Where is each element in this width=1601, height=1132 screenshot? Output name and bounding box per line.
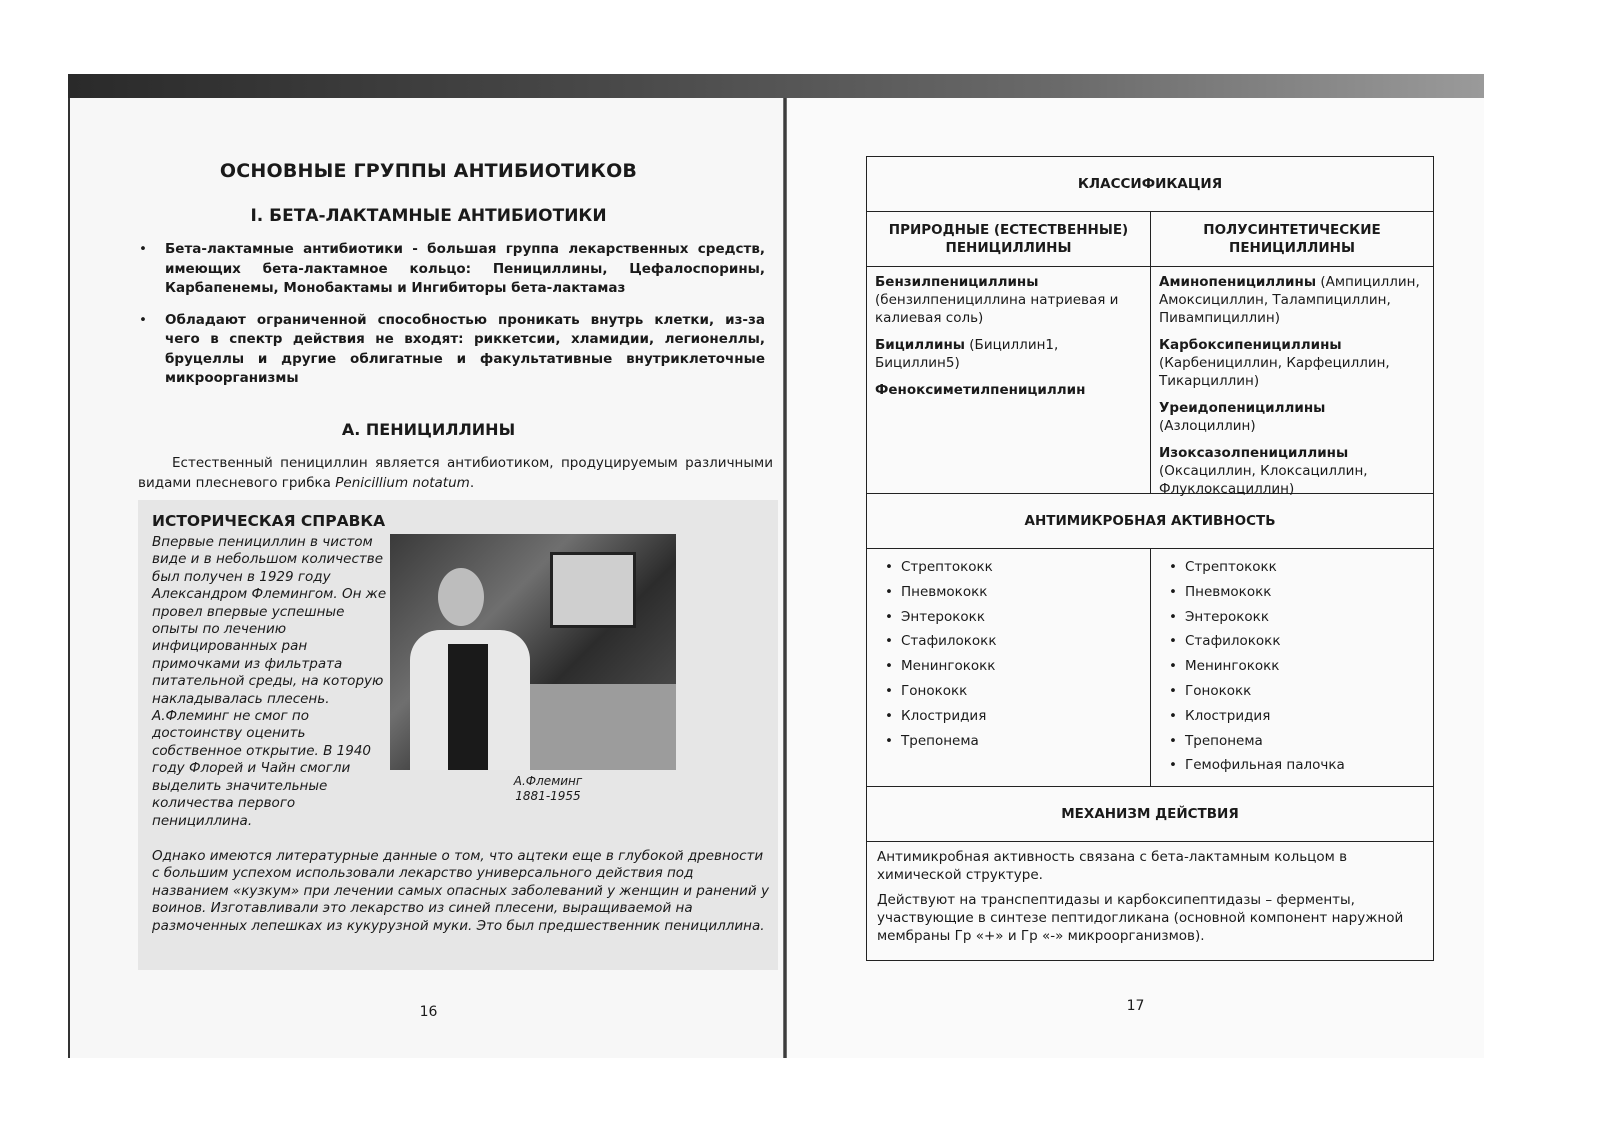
class-name: Карбоксипенициллины [1159, 337, 1342, 353]
historical-note-box [138, 500, 778, 970]
semisynthetic-penicillins-header: ПОЛУСИНТЕТИЧЕСКИЕ ПЕНИЦИЛЛИНЫ [1150, 212, 1433, 266]
pathogen-item: • Менингококк [885, 654, 1142, 679]
class-detail: (Азлоциллин) [1159, 418, 1256, 434]
activity-natural [867, 549, 1150, 786]
beta-lactam-bullets [165, 240, 765, 401]
natural-list [867, 267, 1150, 493]
intro-text: Естественный пенициллин является антибиотиком, продуцируемым различными видами плесневого грибка [138, 455, 773, 491]
photo-figure-vest [448, 644, 488, 770]
page-number: 17 [1126, 998, 1145, 1014]
class-entry [1159, 444, 1425, 498]
mechanism-paragraph: Действуют на транспептидазы и карбоксипептидазы – ферменты, участвующие в синтезе пептидогликана (основной компонент наружной мембраны Гр «+» и Гр «-» микроорганизмов). [877, 892, 1404, 945]
mechanism-header: МЕХАНИЗМ ДЕЙСТВИЯ [1061, 806, 1239, 823]
fleming-photo [390, 534, 676, 770]
class-name: Бициллины [875, 337, 965, 353]
subsection-title: А. ПЕНИЦИЛЛИНЫ [341, 420, 516, 439]
pathogen-item: • Энтерококк [885, 605, 1142, 630]
class-entry [1159, 336, 1425, 390]
left-page [68, 98, 787, 1058]
pathogen-item: • Стафилококк [885, 629, 1142, 654]
activity-semisynthetic [1150, 549, 1433, 786]
scan-edge-band [68, 74, 1484, 98]
page-title: ОСНОВНЫЕ ГРУППЫ АНТИБИОТИКОВ [219, 160, 638, 182]
photo-caption [478, 774, 618, 804]
class-name: Уреидопенициллины [1159, 400, 1326, 416]
caption-name: А.Флеминг [513, 774, 583, 788]
class-detail: (бензилпенициллина натриевая и калиевая соль) [875, 292, 1119, 326]
classification-table [866, 156, 1434, 961]
pathogen-item: • Клостридия [1169, 704, 1425, 729]
pathogen-item: • Стафилококк [1169, 629, 1425, 654]
bullet-item: • Обладают ограниченной способностью проникать внутрь клетки, из-за чего в спектр действия не входят: риккетсии, хламидии, легионеллы, бруцеллы и другие облигатные и факультативные внутриклеточные микроорганизмы [165, 311, 765, 389]
pathogen-item: • Трепонема [1169, 729, 1425, 754]
semisynthetic-list [1150, 267, 1433, 497]
class-detail: (Карбенициллин, Карфециллин, Тикарциллин) [1159, 355, 1390, 389]
history-title: ИСТОРИЧЕСКАЯ СПРАВКА [152, 512, 386, 530]
class-detail: (Бициллин1, Бициллин5) [875, 337, 1059, 371]
pathogen-item: • Гонококк [1169, 679, 1425, 704]
class-entry [1159, 273, 1425, 327]
history-text-aztecs: Однако имеются литературные данные о том, что ацтеки еще в глубокой древности с большим успехом использовали лекарство универсального действия под названием «кузкум» при лечении самых опасных заболеваний у женщин и ранений у воинов. Изготавливали это лекарство из синей плесени, выращиваемой на размоченных лепешках из кукурузной муки. Это был предшественник пенициллина. [152, 848, 769, 934]
pathogen-item: • Гонококк [885, 679, 1142, 704]
class-entry [1159, 399, 1425, 435]
class-entry [875, 336, 1142, 372]
intro-paragraph [138, 454, 773, 493]
bullet-item: • Бета-лактамные антибиотики - большая группа лекарственных средств, имеющих бета-лактамное кольцо: Пенициллины, Цефалоспорины, Карбапенемы, Монобактамы и Ингибиторы бета-лактамаз [165, 240, 765, 299]
mechanism-text [867, 842, 1433, 960]
right-page [787, 98, 1484, 1058]
class-entry [875, 381, 1142, 399]
class-detail: (Ампициллин, Амоксициллин, Талампициллин, Пивампициллин) [1159, 274, 1420, 326]
class-name: Изоксазолпенициллины [1159, 445, 1349, 461]
pathogen-item: • Клостридия [885, 704, 1142, 729]
class-detail: (Оксациллин, Клоксациллин, Флуклоксациллин) [1159, 463, 1368, 497]
activity-header: АНТИМИКРОБНАЯ АКТИВНОСТЬ [1024, 513, 1276, 529]
class-name: Бензилпенициллины [875, 274, 1039, 290]
pathogen-item: • Пневмококк [1169, 580, 1425, 605]
pathogen-item: • Стрептококк [885, 555, 1142, 580]
page-number: 16 [419, 1004, 438, 1020]
class-entry [875, 273, 1142, 327]
class-name: Аминопенициллины [1159, 274, 1317, 290]
class-name: Феноксиметилпенициллин [875, 382, 1086, 398]
pathogen-item: • Пневмококк [885, 580, 1142, 605]
section-title: I. БЕТА-ЛАКТАМНЫЕ АНТИБИОТИКИ [250, 206, 607, 226]
photo-lab-bench [510, 684, 676, 770]
mechanism-paragraph: Антимикробная активность связана с бета-лактамным кольцом в химической структуре. [877, 849, 1348, 884]
pathogen-item: • Стрептококк [1169, 555, 1425, 580]
pathogen-item: • Энтерококк [1169, 605, 1425, 630]
intro-species: Penicillium notatum [335, 474, 470, 491]
pathogen-item: • Менингококк [1169, 654, 1425, 679]
pathogen-item: • Трепонема [885, 729, 1142, 754]
intro-end: . [469, 474, 475, 491]
pathogen-item: • Гемофильная палочка [1169, 753, 1425, 778]
history-text: Впервые пенициллин в чистом виде и в небольшом количестве был получен в 1929 году Александром Флемингом. Он же провел впервые успешные опыты по лечению инфицированных ран примочками из фильтрата питательной среды, на которую накладывалась плесень. А.Флеминг не смог по достоинству оценить собственное открытие. В 1940 году Флорей и Чайн смогли выделить значительные количества первого пенициллина. [152, 534, 387, 829]
photo-figure-head [438, 568, 484, 626]
caption-years: 1881-1955 [515, 789, 581, 803]
classification-header: КЛАССИФИКАЦИЯ [1077, 176, 1223, 192]
photo-lab-screen [550, 552, 636, 628]
natural-penicillins-header: ПРИРОДНЫЕ (ЕСТЕСТВЕННЫЕ) ПЕНИЦИЛЛИНЫ [888, 222, 1129, 256]
